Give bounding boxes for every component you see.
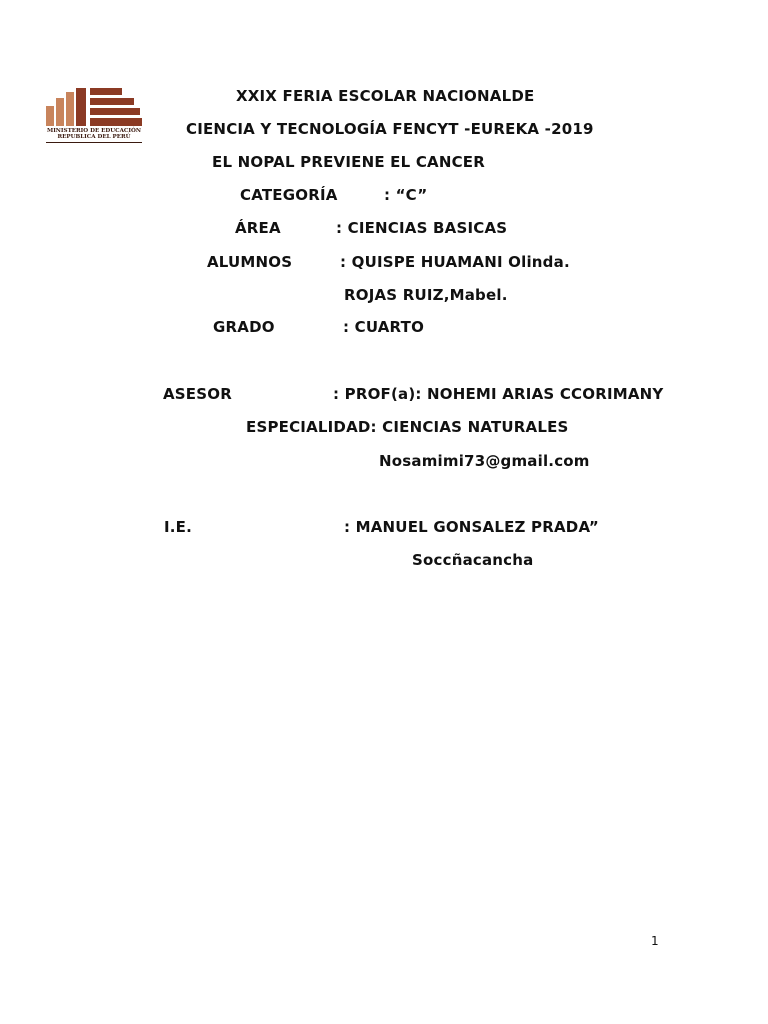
logo-rule [46,142,142,143]
alumnos-label: ALUMNOS [207,253,293,271]
alumnos-value-2: ROJAS RUIZ,Mabel. [344,286,508,304]
ie-value: : MANUEL GONSALEZ PRADA” [344,518,599,536]
ie-label: I.E. [164,518,193,536]
ie-place: Soccñacancha [412,551,534,569]
ministry-emblem-icon [44,86,144,130]
especialidad-line: ESPECIALIDAD: CIENCIAS NATURALES [246,418,569,436]
asesor-label: ASESOR [163,385,232,403]
fair-title: XXIX FERIA ESCOLAR NACIONALDE [236,87,535,105]
ministry-logo [44,86,144,146]
fair-subtitle: CIENCIA Y TECNOLOGÍA FENCYT -EUREKA -2019 [186,120,594,138]
alumnos-value: : QUISPE HUAMANI Olinda. [340,253,570,271]
logo-brick [90,108,140,115]
categoria-label: CATEGORÍA [240,186,338,204]
area-label: ÁREA [235,219,281,237]
logo-bar [76,88,86,126]
grado-label: GRADO [213,318,275,336]
logo-caption-line2: REPUBLICA DEL PERÚ [57,134,131,140]
logo-brick [90,118,142,126]
logo-brick [90,98,134,105]
asesor-value: : PROF(a): NOHEMI ARIAS CCORIMANY [333,385,664,403]
page-number: 1 [651,934,659,948]
logo-bar [66,92,74,126]
email-line: Nosamimi73@gmail.com [379,452,590,470]
grado-value: : CUARTO [343,318,425,336]
project-title: EL NOPAL PREVIENE EL CANCER [212,153,485,171]
categoria-value: : “C” [384,186,428,204]
logo-brick [90,88,122,95]
logo-caption-line1: MINISTERIO DE EDUCACIÓN [47,128,141,134]
area-value: : CIENCIAS BASICAS [336,219,508,237]
logo-bar [46,106,54,126]
logo-bar [56,98,64,126]
